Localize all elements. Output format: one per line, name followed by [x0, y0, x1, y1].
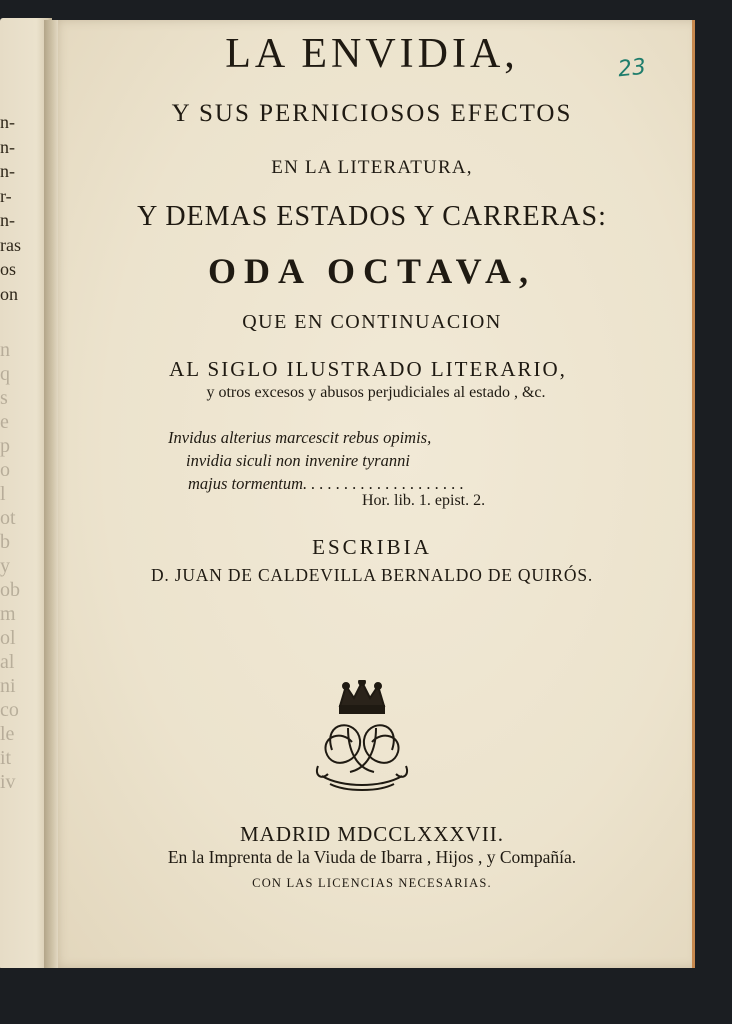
- left-fragment: n-: [0, 112, 15, 132]
- left-fragment: ras: [0, 234, 21, 255]
- author-heading: ESCRIBIA: [312, 535, 432, 559]
- ghost-fragment: ot: [0, 507, 16, 529]
- epigraph-attribution: Hor. lib. 1. epist. 2.: [362, 492, 486, 509]
- epigraph: [168, 426, 528, 495]
- scan-background: [0, 968, 732, 1024]
- title-line-7: AL SIGLO ILUSTRADO LITERARIO,: [169, 357, 567, 381]
- crowned-monogram-icon: [312, 680, 412, 800]
- left-page-text-fragments: [0, 110, 26, 306]
- author-name: D. JUAN DE CALDEVILLA BERNALDO DE QUIRÓS.: [150, 565, 594, 585]
- ghost-fragment: ob: [0, 579, 20, 601]
- left-fragment: n-: [0, 136, 15, 157]
- title-line-1: LA ENVIDIA,: [225, 31, 519, 77]
- left-fragment: os: [0, 259, 17, 279]
- left-fragment: n-: [0, 161, 15, 181]
- ghost-fragment: le: [0, 723, 15, 745]
- imprint-printer: En la Imprenta de la Viuda de Ibarra , Hijos , y Compañía.: [167, 847, 577, 867]
- ghost-fragment: b: [0, 531, 10, 553]
- folio-number: 23: [616, 54, 648, 83]
- epigraph-line: invidia siculi non invenire tyranni: [186, 451, 410, 470]
- left-page-ghost-fragments: [0, 338, 22, 794]
- ghost-fragment: p: [0, 435, 10, 457]
- title-line-8: y otros excesos y abusos perjudiciales al estado , &c.: [206, 384, 546, 401]
- left-fragment: on: [0, 283, 18, 304]
- title-line-4: Y DEMAS ESTADOS Y CARRERAS:: [137, 201, 607, 232]
- left-fragment: r-: [0, 185, 12, 206]
- ghost-fragment: n: [0, 339, 10, 361]
- epigraph-line: Invidus alterius marcescit rebus opimis,: [168, 428, 432, 447]
- ghost-fragment: al: [0, 651, 15, 673]
- imprint-licenses: CON LAS LICENCIAS NECESARIAS.: [252, 876, 492, 890]
- ghost-fragment: it: [0, 747, 12, 769]
- ghost-fragment: q: [0, 363, 10, 385]
- ghost-fragment: o: [0, 459, 10, 481]
- ghost-fragment: ol: [0, 627, 16, 649]
- ghost-fragment: ni: [0, 675, 16, 697]
- ghost-fragment: iv: [0, 771, 16, 793]
- ghost-fragment: m: [0, 603, 16, 625]
- title-line-6: QUE EN CONTINUACION: [242, 311, 502, 333]
- ghost-fragment: e: [0, 411, 9, 433]
- title-line-2: Y SUS PERNICIOSOS EFECTOS: [171, 100, 573, 127]
- epigraph-line: majus tormentum. . . . . . . . . . . . . . . . . . . .: [188, 474, 464, 493]
- ghost-fragment: l: [0, 483, 6, 505]
- ghost-fragment: s: [0, 387, 8, 409]
- imprint-place-date: MADRID MDCCLXXXVII.: [240, 822, 504, 846]
- ghost-fragment: y: [0, 555, 10, 577]
- left-fragment: n-: [0, 210, 15, 230]
- title-line-5: ODA OCTAVA,: [207, 251, 537, 291]
- title-line-3: EN LA LITERATURA,: [271, 157, 473, 178]
- ghost-fragment: co: [0, 699, 19, 721]
